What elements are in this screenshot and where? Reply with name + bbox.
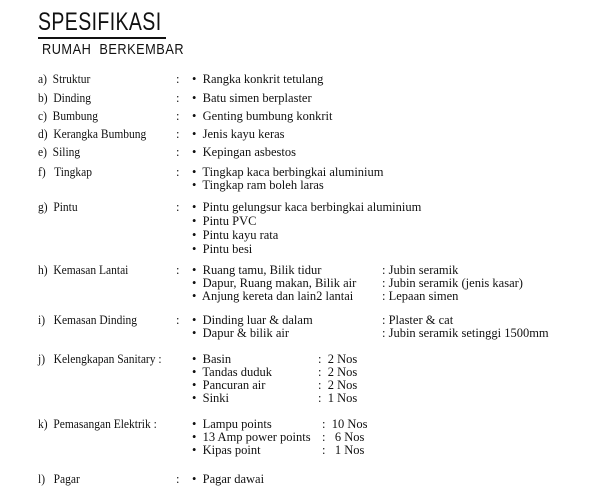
spec-value: • Jenis kayu keras xyxy=(192,127,285,141)
colon: : xyxy=(176,109,180,123)
colon: : xyxy=(176,91,180,105)
colon: : xyxy=(176,263,180,277)
spec-value: • Kepingan asbestos xyxy=(192,145,297,159)
spec-label-pintu: g) Pintu xyxy=(38,200,78,214)
spec-value: • Tingkap ram boleh laras xyxy=(192,178,324,192)
title-underline xyxy=(38,37,166,39)
spec-detail: : 10 Nos xyxy=(322,417,368,431)
spec-value: • Anjung kereta dan lain2 lantai xyxy=(192,289,354,303)
spec-value: • Batu simen berplaster xyxy=(192,91,312,105)
spec-label-kemasan-dinding: i) Kemasan Dinding xyxy=(38,313,138,327)
spec-value: • Dapur, Ruang makan, Bilik air xyxy=(192,276,357,290)
spec-label-bumbung: c) Bumbung xyxy=(38,109,99,123)
spec-value: • Pintu kayu rata xyxy=(192,228,279,242)
spec-detail: : Plaster & cat xyxy=(382,313,454,327)
page-title: SPESIFIKASI xyxy=(38,8,162,36)
spec-label-siling: e) Siling xyxy=(38,145,81,159)
spec-value: • Kipas point xyxy=(192,443,261,457)
spec-label-kemasan-lantai: h) Kemasan Lantai xyxy=(38,263,129,277)
spec-label-pemasangan-elektrik: k) Pemasangan Elektrik : xyxy=(38,417,157,431)
colon: : xyxy=(176,145,180,159)
spec-value: • Tingkap kaca berbingkai aluminium xyxy=(192,165,384,179)
spec-label-pagar: l) Pagar xyxy=(38,472,80,486)
spec-value: • Lampu points xyxy=(192,417,272,431)
spec-detail: : Lepaan simen xyxy=(382,289,459,303)
spec-value: • Tandas duduk xyxy=(192,365,272,379)
spec-detail: : Jubin seramik (jenis kasar) xyxy=(382,276,523,290)
spec-value: • Basin xyxy=(192,352,232,366)
spec-detail: : 2 Nos xyxy=(318,378,358,392)
spec-detail: : 2 Nos xyxy=(318,352,358,366)
spec-label-tingkap: f) Tingkap xyxy=(38,165,93,179)
spec-label-dinding: b) Dinding xyxy=(38,91,92,105)
spec-value: • Dinding luar & dalam xyxy=(192,313,313,327)
spec-label-struktur: a) Struktur xyxy=(38,72,91,86)
spec-label-kerangka-bumbung: d) Kerangka Bumbung xyxy=(38,127,147,141)
spec-value: • Pintu gelungsur kaca berbingkai aluminium xyxy=(192,200,422,214)
spec-detail: : Jubin seramik xyxy=(382,263,459,277)
spec-label-kelengkapan-sanitary: j) Kelengkapan Sanitary : xyxy=(38,352,162,366)
colon: : xyxy=(176,165,180,179)
spec-detail: : 1 Nos xyxy=(322,443,365,457)
spec-value: • Dapur & bilik air xyxy=(192,326,290,340)
spec-value: • Pintu besi xyxy=(192,242,253,256)
spec-value: • 13 Amp power points xyxy=(192,430,311,444)
colon: : xyxy=(176,127,180,141)
page-subtitle: RUMAH BERKEMBAR xyxy=(42,41,185,58)
spec-value: • Pancuran air xyxy=(192,378,266,392)
spec-value: • Pintu PVC xyxy=(192,214,257,228)
spec-detail: : 1 Nos xyxy=(318,391,358,405)
spec-detail: : 6 Nos xyxy=(322,430,365,444)
colon: : xyxy=(176,200,180,214)
colon: : xyxy=(176,313,180,327)
spec-value: • Ruang tamu, Bilik tidur xyxy=(192,263,322,277)
spec-detail: : Jubin seramik setinggi 1500mm xyxy=(382,326,549,340)
colon: : xyxy=(176,72,180,86)
spec-value: • Genting bumbung konkrit xyxy=(192,109,333,123)
spec-value: • Rangka konkrit tetulang xyxy=(192,72,324,86)
spec-value: • Pagar dawai xyxy=(192,472,265,486)
spec-detail: : 2 Nos xyxy=(318,365,358,379)
colon: : xyxy=(176,472,180,486)
spec-value: • Sinki xyxy=(192,391,230,405)
